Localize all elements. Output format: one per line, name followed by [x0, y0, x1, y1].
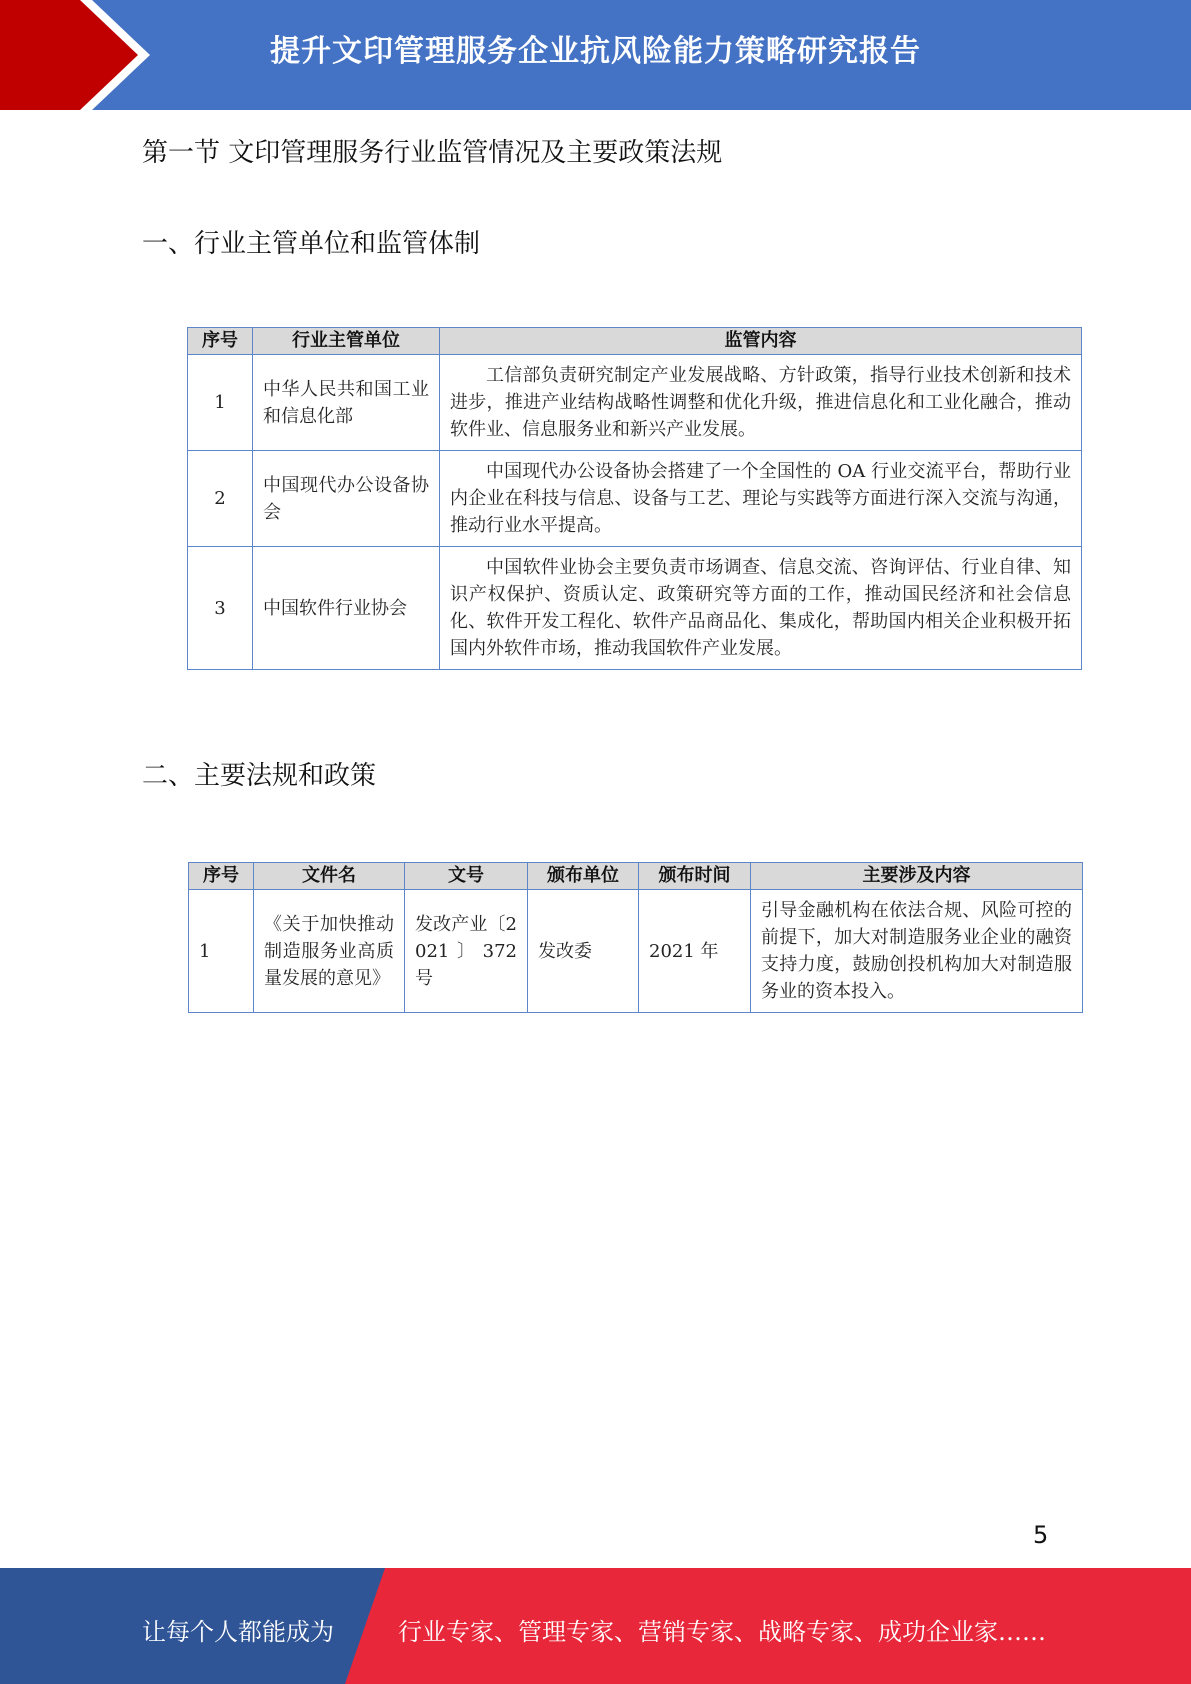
- row-number: 1: [188, 355, 253, 451]
- column-header: 主要涉及内容: [751, 863, 1083, 890]
- issuing-authority: 发改委: [528, 890, 639, 1013]
- footer-banner: [0, 1568, 1191, 1684]
- regulator-unit: 中华人民共和国工业和信息化部: [253, 355, 440, 451]
- table-row: [189, 890, 1083, 1013]
- column-header: 监管内容: [440, 328, 1082, 355]
- row-number: 3: [188, 547, 253, 670]
- column-header: 序号: [189, 863, 254, 890]
- table-row: [188, 547, 1082, 670]
- regulator-unit: 中国软件行业协会: [253, 547, 440, 670]
- row-number: 2: [188, 451, 253, 547]
- column-header: 颁布单位: [528, 863, 639, 890]
- regulator-table: [187, 327, 1082, 670]
- table-header-row: [189, 863, 1083, 890]
- section-title: 第一节 文印管理服务行业监管情况及主要政策法规: [142, 138, 723, 168]
- header-arrow-graphic: [0, 0, 160, 110]
- document-name: 《关于加快推动制造服务业高质量发展的意见》: [254, 890, 405, 1013]
- column-header: 文件名: [254, 863, 405, 890]
- row-number: 1: [189, 890, 254, 1013]
- table-row: [188, 355, 1082, 451]
- header-banner: [0, 0, 1191, 110]
- regulator-unit: 中国现代办公设备协会: [253, 451, 440, 547]
- subsection-title-2: 二、主要法规和政策: [142, 761, 377, 791]
- column-header: 颁布时间: [639, 863, 751, 890]
- policy-table: [188, 862, 1083, 1013]
- footer-slogan-left: 让每个人都能成为: [142, 1618, 334, 1646]
- page-number: 5: [1033, 1521, 1049, 1549]
- regulation-content: 中国现代办公设备协会搭建了一个全国性的 OA 行业交流平台，帮助行业内企业在科技与信息、设备与工艺、理论与实践等方面进行深入交流与沟通，推动行业水平提高。: [440, 451, 1082, 547]
- policy-content: 引导金融机构在依法合规、风险可控的前提下，加大对制造服务业企业的融资支持力度，鼓励创投机构加大对制造服务业的资本投入。: [751, 890, 1083, 1013]
- subsection-title-1: 一、行业主管单位和监管体制: [142, 229, 481, 259]
- column-header: 序号: [188, 328, 253, 355]
- regulation-content: 中国软件业协会主要负责市场调查、信息交流、咨询评估、行业自律、知识产权保护、资质认定、政策研究等方面的工作，推动国民经济和社会信息化、软件开发工程化、软件产品商品化、集成化，帮助国内相关企业积极开拓国内外软件市场，推动我国软件产业发展。: [440, 547, 1082, 670]
- table-header-row: [188, 328, 1082, 355]
- issue-date: 2021 年: [639, 890, 751, 1013]
- table-row: [188, 451, 1082, 547]
- column-header: 行业主管单位: [253, 328, 440, 355]
- footer-slogan-right: 行业专家、管理专家、营销专家、战略专家、成功企业家……: [398, 1618, 1046, 1646]
- report-title: 提升文印管理服务企业抗风险能力策略研究报告: [270, 34, 921, 69]
- column-header: 文号: [405, 863, 528, 890]
- regulation-content: 工信部负责研究制定产业发展战略、方针政策，指导行业技术创新和技术进步，推进产业结构战略性调整和优化升级，推进信息化和工业化融合，推动软件业、信息服务业和新兴产业发展。: [440, 355, 1082, 451]
- document-number: 发改产业〔2021〕372 号: [405, 890, 528, 1013]
